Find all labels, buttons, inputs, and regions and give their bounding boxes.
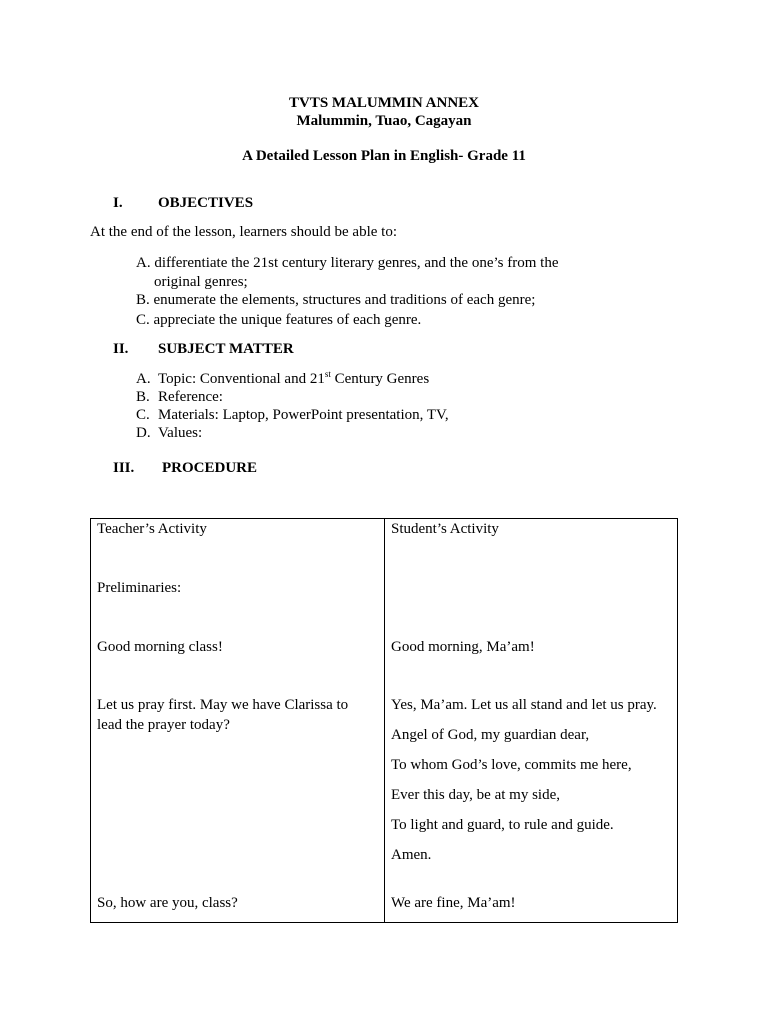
prayer-line: Angel of God, my guardian dear,	[391, 727, 590, 743]
prayer-line: To light and guard, to rule and guide.	[391, 817, 614, 833]
materials-letter: C.	[136, 407, 150, 423]
materials-item: Materials: Laptop, PowerPoint presentation, TV,	[158, 407, 449, 423]
topic-item	[158, 370, 429, 388]
student-fine-response: We are fine, Ma’am!	[391, 895, 516, 911]
objective-a-line1: A. differentiate the 21st century literary genres, and the one’s from the	[136, 255, 559, 271]
reference-item: Reference:	[158, 389, 223, 405]
objectives-numeral: I.	[113, 195, 123, 211]
preliminaries-label: Preliminaries:	[97, 580, 182, 596]
teacher-greeting: Good morning class!	[97, 639, 223, 655]
teacher-activity-header: Teacher’s Activity	[97, 521, 207, 537]
values-letter: D.	[136, 425, 151, 441]
lesson-plan-title: A Detailed Lesson Plan in English- Grade 11	[242, 148, 526, 164]
school-name: TVTS MALUMMIN ANNEX	[288, 95, 479, 111]
teacher-pray-line1: Let us pray first. May we have Clarissa to	[97, 697, 349, 713]
topic-superscript: st	[324, 369, 331, 379]
subject-matter-numeral: II.	[113, 341, 129, 357]
procedure-numeral: III.	[113, 460, 135, 476]
prayer-line: To whom God’s love, commits me here,	[391, 757, 632, 773]
prayer-line: Ever this day, be at my side,	[391, 787, 560, 803]
prayer-line: Amen.	[391, 847, 432, 863]
subject-matter-heading: SUBJECT MATTER	[158, 341, 294, 357]
values-item: Values:	[158, 425, 203, 441]
school-location: Malummin, Tuao, Cagayan	[296, 113, 472, 129]
objective-a-line2: original genres;	[154, 274, 248, 290]
reference-letter: B.	[136, 389, 150, 405]
topic-text: Topic: Conventional and 21	[158, 371, 325, 387]
objective-c: C. appreciate the unique features of each genre.	[136, 312, 422, 328]
student-pray-response: Yes, Ma’am. Let us all stand and let us pray.	[391, 697, 657, 713]
student-activity-header: Student’s Activity	[391, 521, 499, 537]
topic-suffix: Century Genres	[330, 371, 430, 387]
student-greeting: Good morning, Ma’am!	[391, 639, 535, 655]
objectives-heading: OBJECTIVES	[158, 195, 254, 211]
teacher-pray-line2: lead the prayer today?	[97, 717, 230, 733]
topic-letter: A.	[136, 371, 151, 387]
teacher-activity-column	[91, 519, 385, 923]
procedure-table	[90, 518, 678, 923]
procedure-heading: PROCEDURE	[162, 460, 258, 476]
student-activity-column	[385, 519, 678, 923]
teacher-how-are-you: So, how are you, class?	[97, 895, 238, 911]
objective-b: B. enumerate the elements, structures and traditions of each genre;	[136, 292, 536, 308]
objectives-intro: At the end of the lesson, learners should be able to:	[90, 224, 398, 240]
